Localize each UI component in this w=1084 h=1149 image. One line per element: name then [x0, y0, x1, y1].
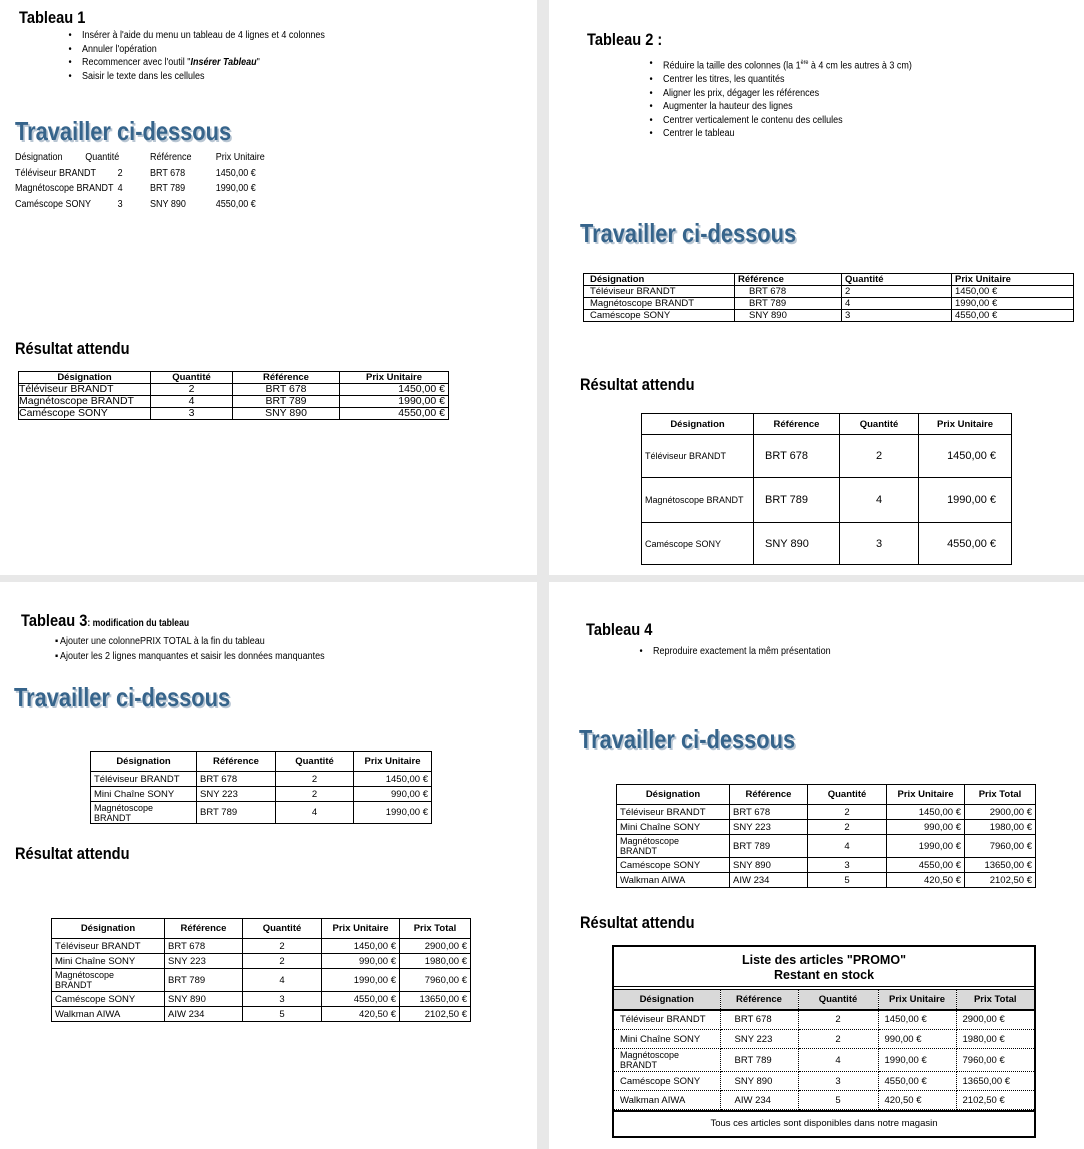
plain-header-quantite: Quantité [85, 152, 120, 163]
table-header-row [52, 919, 471, 939]
tableau-1-instructions [82, 29, 325, 83]
result-heading: Résultat attendu [15, 339, 130, 358]
table-row: Téléviseur BRANDT BRT 678 2 1450,00 € 2900,00 € [617, 805, 1036, 820]
table-header-row [584, 274, 1074, 286]
table-row: Walkman AIWA AIW 234 5 420,50 € 2102,50 € [614, 1091, 1034, 1110]
work-heading: Travailler ci-dessous [15, 116, 232, 146]
plain-header-designation: Désignation [15, 152, 63, 163]
instruction-item: ▪ Ajouter les 2 lignes manquantes et saisir les données manquantes [55, 649, 325, 664]
work-heading: Travailler ci-dessous [579, 724, 796, 754]
header-quantite: Quantité [842, 274, 952, 286]
table-row: Magnétoscope BRANDT BRT 789 4 1990,00 € [584, 298, 1074, 310]
table-row: Caméscope SONY SNY 890 3 4550,00 € 13650,00 € [52, 992, 471, 1007]
header-total: Prix Total [400, 919, 471, 939]
header-reference: Référence [233, 372, 340, 384]
table-header-row [614, 990, 1034, 1010]
plain-header-prix: Prix Unitaire [215, 152, 265, 163]
header-quantite: Quantité [798, 990, 878, 1010]
table-header-row [91, 752, 432, 772]
header-quantite: Quantité [840, 414, 919, 435]
plain-text-table [15, 150, 285, 213]
promo-box [612, 945, 1036, 1138]
table-row: Caméscope SONY SNY 890 3 4550,00 € 13650,00 € [617, 858, 1036, 873]
header-total: Prix Total [956, 990, 1034, 1010]
tableau-3-result-table [51, 918, 471, 1022]
instruction-item: • Reproduire exactement la mêm présentation [653, 645, 831, 659]
table-row: Téléviseur BRANDT BRT 678 2 1450,00 € [91, 772, 432, 787]
plain-line: Magnétoscope BRANDT 4 BRT 789 1990,00 € [15, 183, 256, 195]
tableau-3-instructions [55, 634, 325, 664]
header-designation: Désignation [19, 372, 151, 384]
result-heading: Résultat attendu [15, 844, 130, 863]
header-prix: Prix Unitaire [878, 990, 956, 1010]
table-row: Magnétoscope BRANDT BRT 789 4 1990,00 € 7960,00 € [614, 1049, 1034, 1072]
header-prix: Prix Unitaire [340, 372, 449, 384]
promo-title-line-2: Restant en stock [773, 968, 875, 982]
header-designation: Désignation [584, 274, 735, 286]
header-designation: Désignation [642, 414, 754, 435]
table-row: Téléviseur BRANDT BRT 678 2 1450,00 € 2900,00 € [52, 939, 471, 954]
tableau-4-instructions [653, 645, 831, 659]
table-row: Walkman AIWA AIW 234 5 420,50 € 2102,50 € [52, 1007, 471, 1022]
tableau-1-result-table [18, 371, 449, 420]
table-row: Magnétoscope BRANDT BRT 789 4 1990,00 € [642, 478, 1012, 523]
table-row: Mini Chaîne SONY SNY 223 2 990,00 € 1980,00 € [614, 1030, 1034, 1049]
tableau-4-title: Tableau 4 [586, 620, 653, 639]
promo-title-line-1: Liste des articles "PROMO" [742, 953, 906, 967]
header-quantite: Quantité [243, 919, 322, 939]
tableau-3-subtitle: : modification du tableau [87, 618, 190, 629]
header-quantite: Quantité [151, 372, 233, 384]
instruction-item: • Insérer à l'aide du menu un tableau de 4 lignes et 4 colonnes [82, 29, 325, 43]
page-tableau-4 [549, 582, 1084, 1149]
instruction-item: • Centrer les titres, les quantités [663, 73, 912, 87]
table-row: Caméscope SONY SNY 890 3 4550,00 € 13650,00 € [614, 1072, 1034, 1091]
table-row: Walkman AIWA AIW 234 5 420,50 € 2102,50 € [617, 873, 1036, 888]
header-quantite: Quantité [808, 785, 887, 805]
table-row: Mini Chaîne SONY SNY 223 2 990,00 € 1980,00 € [52, 954, 471, 969]
header-prix: Prix Unitaire [887, 785, 965, 805]
work-heading: Travailler ci-dessous [580, 218, 797, 248]
table-header-row [617, 785, 1036, 805]
tableau-4-work-table [616, 784, 1036, 888]
header-prix: Prix Unitaire [952, 274, 1074, 286]
plain-line: Téléviseur BRANDT 2 BRT 678 1450,00 € [15, 167, 256, 179]
table-row: Magnétoscope BRANDT 4 BRT 789 1990,00 € [19, 396, 449, 408]
tool-name: Insérer Tableau [190, 57, 257, 69]
table-row: Mini Chaîne SONY SNY 223 2 990,00 € [91, 787, 432, 802]
page-tableau-2 [549, 0, 1084, 575]
table-row: Magnétoscope BRANDT BRT 789 4 1990,00 € [91, 802, 432, 824]
tableau-2-title: Tableau 2 : [587, 30, 663, 49]
instruction-item: • Réduire la taille des colonnes (la 1ère à 4 cm les autres à 3 cm) [663, 57, 912, 73]
instruction-item: • Annuler l'opération [82, 43, 325, 57]
table-row: Téléviseur BRANDT BRT 678 2 1450,00 € [584, 286, 1074, 298]
tableau-3-work-table [90, 751, 432, 824]
table-row: Mini Chaîne SONY SNY 223 2 990,00 € 1980,00 € [617, 820, 1036, 835]
plain-header-line [15, 150, 285, 166]
header-reference: Référence [197, 752, 276, 772]
header-designation: Désignation [91, 752, 197, 772]
instruction-item: • Centrer verticalement le contenu des cellules [663, 114, 912, 128]
result-heading: Résultat attendu [580, 375, 695, 394]
table-row: Téléviseur BRANDT 2 BRT 678 1450,00 € [19, 384, 449, 396]
table-header-row [642, 414, 1012, 435]
header-prix: Prix Unitaire [322, 919, 400, 939]
instruction-item: • Augmenter la hauteur des lignes [663, 100, 912, 114]
table-row: Caméscope SONY SNY 890 3 4550,00 € [584, 310, 1074, 322]
instruction-item: • Aligner les prix, dégager les références [663, 87, 912, 101]
header-prix: Prix Unitaire [354, 752, 432, 772]
table-row: Téléviseur BRANDT BRT 678 2 1450,00 € [642, 435, 1012, 478]
promo-footer: Tous ces articles sont disponibles dans notre magasin [614, 1110, 1034, 1136]
header-total: Prix Total [965, 785, 1036, 805]
header-prix: Prix Unitaire [919, 414, 1012, 435]
work-heading: Travailler ci-dessous [14, 682, 231, 712]
header-reference: Référence [730, 785, 808, 805]
tableau-2-instructions [663, 57, 912, 141]
plain-line: Caméscope SONY 3 SNY 890 4550,00 € [15, 199, 256, 211]
plain-header-reference: Référence [150, 152, 192, 163]
header-reference: Référence [754, 414, 840, 435]
page-tableau-1 [0, 0, 537, 575]
instruction-item: • Centrer le tableau [663, 127, 912, 141]
tableau-2-result-table [641, 413, 1012, 565]
header-reference: Référence [720, 990, 798, 1010]
header-designation: Désignation [52, 919, 165, 939]
table-row: Caméscope SONY 3 SNY 890 4550,00 € [19, 408, 449, 420]
promo-title [614, 947, 1034, 987]
instruction-item: ▪ Ajouter une colonnePRIX TOTAL à la fin du tableau [55, 634, 325, 649]
table-header-row [19, 372, 449, 384]
tableau-1-title: Tableau 1 [19, 8, 86, 27]
header-designation: Désignation [614, 990, 720, 1010]
result-heading: Résultat attendu [580, 913, 695, 932]
tableau-3-title: Tableau 3: modification du tableau [21, 611, 190, 630]
table-row: Magnétoscope BRANDT BRT 789 4 1990,00 € 7960,00 € [52, 969, 471, 992]
page-tableau-3 [0, 582, 537, 1149]
table-row: Caméscope SONY SNY 890 3 4550,00 € [642, 523, 1012, 565]
instruction-item: • Recommencer avec l'outil "Insérer Tableau" [82, 56, 325, 70]
header-quantite: Quantité [276, 752, 354, 772]
promo-table [614, 989, 1034, 1110]
header-designation: Désignation [617, 785, 730, 805]
header-reference: Référence [165, 919, 243, 939]
tableau-2-work-table [583, 273, 1074, 322]
instruction-item: • Saisir le texte dans les cellules [82, 70, 325, 84]
table-row: Magnétoscope BRANDT BRT 789 4 1990,00 € 7960,00 € [617, 835, 1036, 858]
header-reference: Référence [735, 274, 842, 286]
table-row: Téléviseur BRANDT BRT 678 2 1450,00 € 2900,00 € [614, 1010, 1034, 1030]
